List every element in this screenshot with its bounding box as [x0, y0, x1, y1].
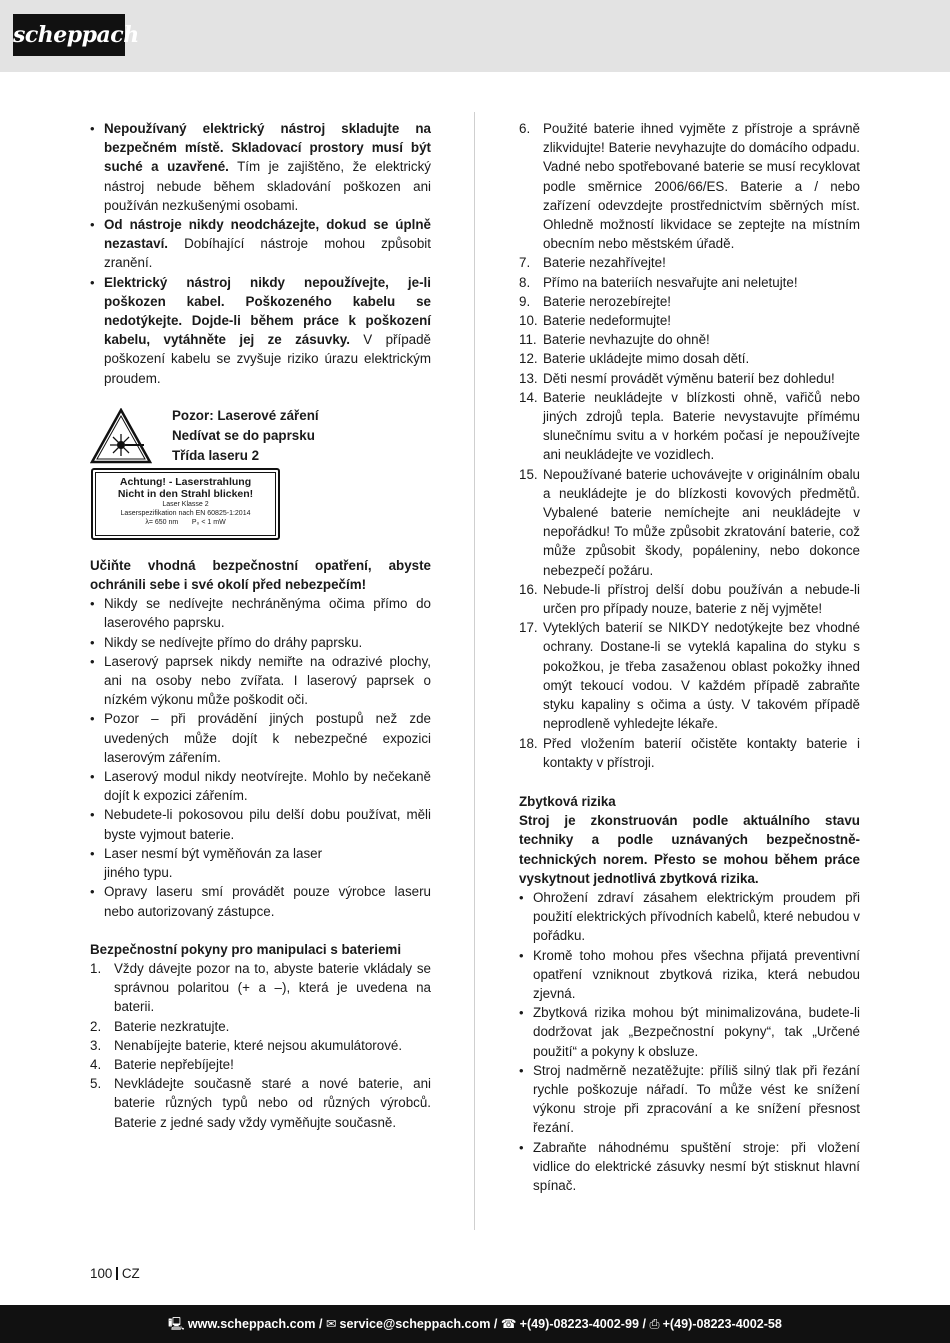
- list-item: 2. Baterie nezkratujte.: [90, 1018, 230, 1034]
- list-item: • Ohrožení zdraví zásahem elektrickým proudem při použití elektrických přívodních kabelů, které nebudou v pořádku.: [519, 889, 860, 944]
- list-item: • Stroj nadměrně nezatěžujte: příliš silný tlak při řezání rychle poškozuje nářadí. To může vést ke snížení výkonu stroje při zpracování a ke snížení přesnost řezání.: [519, 1062, 860, 1136]
- laser-class-label: [91, 468, 280, 540]
- list-item: • Pozor – při provádění jiných postupů než zde uvedených může dojít k nebezpečné expozici laserovým zářením.: [90, 711, 431, 765]
- list-item: • Kromě toho mohou přes všechna přijatá preventivní opatření vzniknout zbytková rizika, která nebudou zjevná.: [519, 947, 860, 1001]
- list-item: • Laser nesmí být vyměňován za laser jiného typu.: [90, 845, 323, 881]
- list-item: 18. Před vložením baterií očistěte kontakty baterie i kontakty v přístroji.: [519, 735, 860, 770]
- list-item: 12. Baterie ukládejte mimo dosah dětí.: [519, 351, 750, 367]
- list-item-text: V případě poškození kabelu se zvyšuje riziko úrazu elektrickým proudem.: [104, 332, 431, 386]
- list-item: [90, 119, 431, 215]
- list-item: 7. Baterie nezahřívejte!: [519, 255, 666, 271]
- list-item: 6. Použité baterie ihned vyjměte z přístroje a správně zlikvidujte! Baterie nevyhazujte do domácího odpadu. Vadné nebo spotřebované baterie se musí recyklovat podle směrnice 2006/66/ES. Baterie a / nebo zařízení odevzdejte prostřednictvím sběrných míst. Ohledně možností likvidace se zeptejte na místním obecním nebo městském úřadě.: [519, 121, 860, 252]
- bullet-icon: •: [519, 889, 524, 905]
- list-item-bold: Nepoužívaný elektrický nástroj skladujte na bezpečném místě. Skladovací prostory musí být suché a uzavřené.: [104, 121, 431, 175]
- list-item: • Laserový modul nikdy neotvírejte. Mohlo by nečekaně dojít k expozici zářením.: [90, 769, 431, 804]
- bullet-icon: •: [519, 1062, 524, 1078]
- fax-icon: ⎙: [649, 1317, 660, 1331]
- warning-line: Třída laseru 2: [172, 447, 260, 463]
- bullet-icon: •: [519, 947, 524, 963]
- list-item-bold: Elektrický nástroj nikdy nepoužívejte, je-li poškozen kabel. Poškozeného kabelu se nedotýkejte. Dojde-li během práce k poškození kabelu, vytáhněte jej ze zásuvky.: [104, 274, 431, 348]
- warning-line: Nedívat se do paprsku: [172, 427, 315, 443]
- list-item: • Laserový paprsek nikdy nemiřte na odrazivé plochy, ani na osoby nebo zvířata. I laserový paprsek o nízkém výkonu může poškodit oči.: [90, 653, 431, 708]
- bullet-icon: •: [519, 1139, 524, 1155]
- email-icon: ✉: [325, 1317, 337, 1331]
- residual-risks-list: [519, 888, 860, 1195]
- bullet-icon: •: [90, 884, 95, 900]
- page-header: [0, 0, 950, 72]
- label-spec: Laserspezifikation nach EN 60825-1:2014: [120, 509, 251, 517]
- page-separator: [116, 1267, 118, 1280]
- laser-intro: Učiňte vhodná bezpečnostní opatření, abyste ochránili sebe i své okolí před nebezpečím!: [90, 557, 431, 593]
- warning-line: Pozor: Laserové záření: [172, 407, 319, 423]
- label-subtitle: Nicht in den Strahl blicken!: [117, 487, 254, 500]
- laser-warning-text: [172, 406, 319, 466]
- list-item: 10. Baterie nedeformujte!: [519, 313, 672, 329]
- brand-logo: scheppach: [13, 14, 125, 56]
- battery-list-part1: [90, 959, 431, 1132]
- list-item: • Nebudete-li pokosovou pilu delší dobu používat, měli byste vyjmout baterie.: [90, 807, 431, 842]
- battery-section-title: Bezpečnostní pokyny pro manipulaci s bateriemi: [90, 941, 402, 957]
- list-item: 11. Baterie nevhazujte do ohně!: [519, 332, 710, 348]
- list-item: [90, 215, 431, 273]
- list-item: [90, 273, 431, 388]
- label-title: Achtung! - Laserstrahlung: [119, 475, 252, 488]
- bullet-icon: •: [90, 845, 95, 861]
- footer-fax: +(49)-08223-4002-58: [662, 1317, 782, 1331]
- computer-icon: 🖳: [168, 1317, 185, 1331]
- bullet-icon: •: [90, 217, 95, 233]
- list-item: 15. Nepoužívané baterie uchovávejte v originálním obalu a neukládejte je do blízkosti kovových předmětů. Vybalené baterie nemíchejte ani neukládejte v nepořádku! To může způsobit zkratování baterie, což může způsobit škody, popáleniny, nebo dokonce nebezpečí požáru.: [519, 466, 860, 578]
- list-item: 16. Nebude-li přístroj delší dobu používán a nebude-li určen pro případy nouze, baterie z něj vyjměte!: [519, 581, 860, 617]
- list-item-text: Tím je zajištěno, že elektrický nástroj nebude během skladování poškozen ani používán nezkušenými osobami.: [104, 159, 431, 213]
- left-column: [90, 119, 431, 1132]
- list-item: 17. Vyteklých baterií se NIKDY nedotýkejte bez vhodné ochrany. Dostane-li se vyteklá kapalina do styku s pokožkou, je třeba zasaženou oblast pokožky ihned omýt tekoucí vodou. V každém případě zabraňte styku kapaliny s očima a ústy. V takovém případě neprodleně vyhledejte lékaře.: [519, 620, 860, 732]
- bullet-icon: •: [90, 653, 95, 669]
- laser-hazard-icon: [90, 408, 152, 464]
- phone-icon: ☎: [500, 1317, 517, 1331]
- footer-phone: +(49)-08223-4002-99 /: [519, 1317, 646, 1331]
- right-column: [519, 119, 860, 1195]
- list-item-text: Dobíhající nástroje mohou způsobit zranění.: [104, 236, 431, 271]
- column-divider: [474, 112, 475, 1230]
- bullet-icon: •: [90, 596, 95, 612]
- list-item: 3. Nenabíjejte baterie, které nejsou akumulátorové.: [90, 1037, 403, 1053]
- footer-email[interactable]: service@scheppach.com /: [339, 1317, 498, 1331]
- laser-safety-list: [90, 594, 431, 920]
- list-item: 8. Přímo na bateriích nesvařujte ani neletujte!: [519, 274, 798, 290]
- bullet-icon: •: [90, 711, 95, 727]
- page-language: CZ: [121, 1266, 140, 1281]
- laser-warning-block: [90, 406, 431, 556]
- list-item-bold: Od nástroje nikdy neodcházejte, dokud se úplně nezastaví.: [104, 217, 431, 252]
- residual-risks-intro: Stroj je zkonstruován podle aktuálního stavu techniky a podle uznávaných bezpečnostně-technických norem. Přesto se mohou během práce vyskytnout jednotlivá zbytková rizika.: [519, 813, 860, 886]
- list-item: • Zbytková rizika mohou být minimalizována, budete-li dodržovat jak „Bezpečnostní pokyny“, tak „Určené použití“ a pokyny k obsluze.: [519, 1005, 860, 1059]
- label-wavelength: λ= 650 nm: [145, 518, 179, 526]
- list-item: 4. Baterie nepřebíjejte!: [90, 1056, 234, 1072]
- list-item: 9. Baterie nerozebírejte!: [519, 293, 672, 309]
- list-item: • Opravy laseru smí provádět pouze výrobce laseru nebo autorizovaný zástupce.: [90, 884, 431, 919]
- list-item: 13. Děti nesmí provádět výměnu baterií bez dohledu!: [519, 370, 835, 386]
- page-number: [90, 1266, 140, 1281]
- page-number-value: 100: [90, 1266, 113, 1281]
- list-item: • Nikdy se nedívejte nechráněnýma očima přímo do laserového paprsku.: [90, 596, 431, 631]
- footer-website[interactable]: www.scheppach.com /: [187, 1317, 323, 1331]
- general-safety-list: [90, 119, 431, 388]
- label-class: Laser Klasse 2: [162, 500, 209, 508]
- list-item: 1. Vždy dávejte pozor na to, abyste baterie vkládaly se správnou polaritou (+ a –), která je uvedena na baterii.: [90, 960, 431, 1015]
- label-power: P₀ < 1 mW: [191, 518, 226, 526]
- residual-risks-title: Zbytková rizika: [519, 793, 616, 809]
- bullet-icon: •: [90, 121, 95, 136]
- bullet-icon: •: [90, 769, 95, 785]
- list-item: 14. Baterie neukládejte v blízkosti ohně, vařičů nebo jiných zdrojů tepla. Baterie nevystavujte přímému slunečnímu svitu a v horkém počasí je nepoužívejte ani neukládejte ve vozidlech.: [519, 389, 860, 463]
- list-item: • Zabraňte náhodnému spuštění stroje: při vložení vidlice do elektrické zásuvky nesmí být stisknut hlavní spínač.: [519, 1139, 860, 1193]
- bullet-icon: •: [519, 1005, 524, 1021]
- bullet-icon: •: [90, 274, 95, 290]
- bullet-icon: •: [90, 634, 95, 650]
- page-footer: [0, 1305, 950, 1343]
- list-item: 5. Nevkládejte současně staré a nové baterie, ani baterie různých typů nebo od různých výrobců. Baterie z jedné sady vždy vyměňujte současně.: [90, 1076, 431, 1130]
- battery-list-part2: [519, 119, 860, 772]
- list-item: • Nikdy se nedívejte přímo do dráhy paprsku.: [90, 633, 431, 652]
- bullet-icon: •: [90, 807, 95, 823]
